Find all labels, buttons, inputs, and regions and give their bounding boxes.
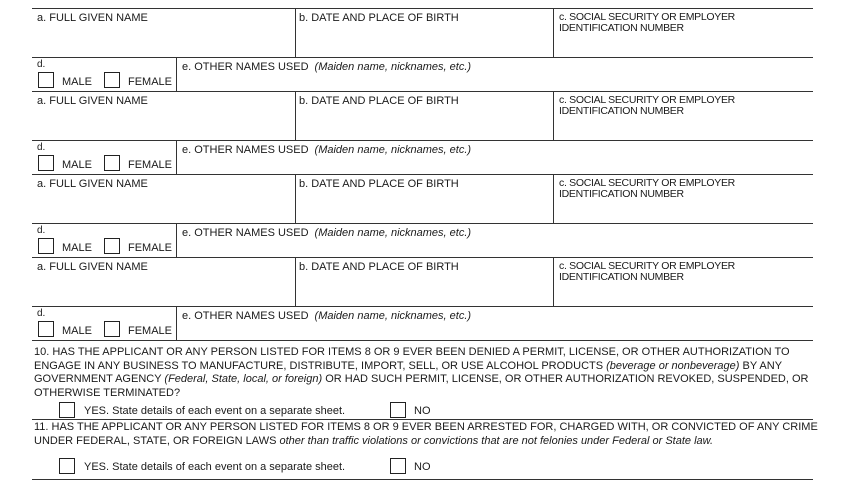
other-names-title: e. OTHER NAMES USED (182, 310, 309, 322)
female-checkbox[interactable] (104, 155, 120, 171)
ssn-ein-field[interactable] (556, 202, 810, 221)
full-given-name-field[interactable] (34, 192, 292, 221)
column-divider (176, 140, 177, 174)
other-names-title: e. OTHER NAMES USED (182, 61, 309, 73)
other-names-hint: (Maiden name, nicknames, etc.) (314, 227, 472, 239)
full-given-name-label: a. FULL GIVEN NAME (37, 95, 148, 107)
ssn-ein-label: c. SOCIAL SECURITY OR EMPLOYER IDENTIFICATION NUMBER (559, 260, 735, 283)
male-label: MALE (62, 159, 92, 171)
sex-item-label: d. (37, 59, 46, 70)
question-10-text (34, 346, 824, 400)
question-10-part-e: OR HAD SUCH PERMIT, LICENSE, OR OTHER AUTHORIZATION REVOKED, SUSPENDED, OR OTHERWISE TERMINATED? (34, 373, 809, 399)
female-checkbox[interactable] (104, 321, 120, 337)
male-checkbox[interactable] (38, 238, 54, 254)
male-checkbox[interactable] (38, 155, 54, 171)
female-checkbox[interactable] (104, 72, 120, 88)
other-names-label (182, 227, 471, 239)
row-top-rule (32, 257, 813, 258)
column-divider (553, 174, 554, 223)
female-label: FEMALE (128, 325, 173, 337)
bottom-rule (32, 479, 813, 480)
male-label: MALE (62, 242, 92, 254)
row-top-rule (32, 91, 813, 92)
male-label: MALE (62, 325, 92, 337)
row-top-rule (32, 8, 813, 9)
question-10-no-checkbox[interactable] (390, 402, 406, 418)
male-checkbox[interactable] (38, 72, 54, 88)
ssn-ein-label: c. SOCIAL SECURITY OR EMPLOYER IDENTIFICATION NUMBER (559, 177, 735, 200)
ssn-ein-field[interactable] (556, 285, 810, 304)
column-divider (295, 174, 296, 223)
question-11-yes-label: YES. State details of each event on a separate sheet. (84, 461, 346, 473)
full-given-name-label: a. FULL GIVEN NAME (37, 178, 148, 190)
date-place-of-birth-field[interactable] (298, 26, 550, 55)
column-divider (176, 57, 177, 91)
other-names-title: e. OTHER NAMES USED (182, 144, 309, 156)
column-divider (553, 257, 554, 306)
other-names-field[interactable] (180, 240, 810, 256)
row-mid-rule (32, 223, 813, 224)
date-place-of-birth-field[interactable] (298, 109, 550, 138)
ssn-ein-field[interactable] (556, 119, 810, 138)
other-names-label (182, 144, 471, 156)
question-10-part-d: (Federal, State, local, or foreign) (164, 373, 323, 385)
date-place-of-birth-label: b. DATE AND PLACE OF BIRTH (299, 95, 459, 107)
question-11-part-b: other than traffic violations or convictions that are not felonies under Federal or State law. (279, 434, 714, 447)
sex-item-label: d. (37, 142, 46, 153)
row-top-rule (32, 174, 813, 175)
other-names-field[interactable] (180, 323, 810, 339)
column-divider (553, 8, 554, 57)
column-divider (295, 91, 296, 140)
female-label: FEMALE (128, 159, 173, 171)
question-10-yes-label: YES. State details of each event on a separate sheet. (84, 405, 346, 417)
full-given-name-field[interactable] (34, 26, 292, 55)
row-mid-rule (32, 140, 813, 141)
column-divider (176, 223, 177, 257)
full-given-name-label: a. FULL GIVEN NAME (37, 12, 148, 24)
male-label: MALE (62, 76, 92, 88)
ssn-ein-label: c. SOCIAL SECURITY OR EMPLOYER IDENTIFICATION NUMBER (559, 94, 735, 117)
other-names-title: e. OTHER NAMES USED (182, 227, 309, 239)
other-names-field[interactable] (180, 74, 810, 90)
male-checkbox[interactable] (38, 321, 54, 337)
question-11-no-checkbox[interactable] (390, 458, 406, 474)
sex-item-label: d. (37, 225, 46, 236)
row-top-rule (32, 340, 813, 341)
question-11-no-label: NO (414, 461, 431, 473)
other-names-hint: (Maiden name, nicknames, etc.) (314, 61, 472, 73)
column-divider (295, 257, 296, 306)
question-11-part-a: 11. HAS THE APPLICANT OR ANY PERSON LISTED FOR ITEMS 8 OR 9 EVER BEEN ARRESTED FOR, CHARGED WITH, OR CONVICTED OF ANY CRIME UNDER FEDERAL, STATE, OR FOREIGN LAWS (34, 421, 818, 447)
full-given-name-label: a. FULL GIVEN NAME (37, 261, 148, 273)
other-names-label (182, 310, 471, 322)
sex-item-label: d. (37, 308, 46, 319)
female-label: FEMALE (128, 242, 173, 254)
row-mid-rule (32, 306, 813, 307)
question-10-part-a: 10. HAS THE APPLICANT OR ANY PERSON LISTED FOR ITEMS 8 OR 9 EVER BEEN DENIED A PERMIT, LICENSE, OR OTHER AUTHORIZATION TO ENGAGE IN ANY BUSINESS TO MANUFACTURE, DISTRIBUTE, IMPORT, SELL, OR USE ALCOHOL PRODUCTS (34, 346, 790, 372)
date-place-of-birth-label: b. DATE AND PLACE OF BIRTH (299, 12, 459, 24)
other-names-label (182, 61, 471, 73)
question-10-yes-checkbox[interactable] (59, 402, 75, 418)
date-place-of-birth-label: b. DATE AND PLACE OF BIRTH (299, 261, 459, 273)
column-divider (176, 306, 177, 340)
date-place-of-birth-label: b. DATE AND PLACE OF BIRTH (299, 178, 459, 190)
date-place-of-birth-field[interactable] (298, 275, 550, 304)
female-checkbox[interactable] (104, 238, 120, 254)
column-divider (553, 91, 554, 140)
other-names-hint: (Maiden name, nicknames, etc.) (314, 310, 472, 322)
row-mid-rule (32, 57, 813, 58)
ssn-ein-label: c. SOCIAL SECURITY OR EMPLOYER IDENTIFICATION NUMBER (559, 11, 735, 34)
other-names-hint: (Maiden name, nicknames, etc.) (314, 144, 472, 156)
date-place-of-birth-field[interactable] (298, 192, 550, 221)
other-names-field[interactable] (180, 157, 810, 173)
ssn-ein-field[interactable] (556, 36, 810, 55)
question-10-no-label: NO (414, 405, 431, 417)
female-label: FEMALE (128, 76, 173, 88)
column-divider (295, 8, 296, 57)
full-given-name-field[interactable] (34, 109, 292, 138)
question-11-text (34, 421, 824, 448)
question-10-part-b: (beverage or nonbeverage) (606, 359, 740, 372)
question-11-yes-checkbox[interactable] (59, 458, 75, 474)
full-given-name-field[interactable] (34, 275, 292, 304)
question-10-part-c: BY ANY GOVERNMENT AGENCY (34, 359, 782, 385)
divider (32, 419, 813, 420)
